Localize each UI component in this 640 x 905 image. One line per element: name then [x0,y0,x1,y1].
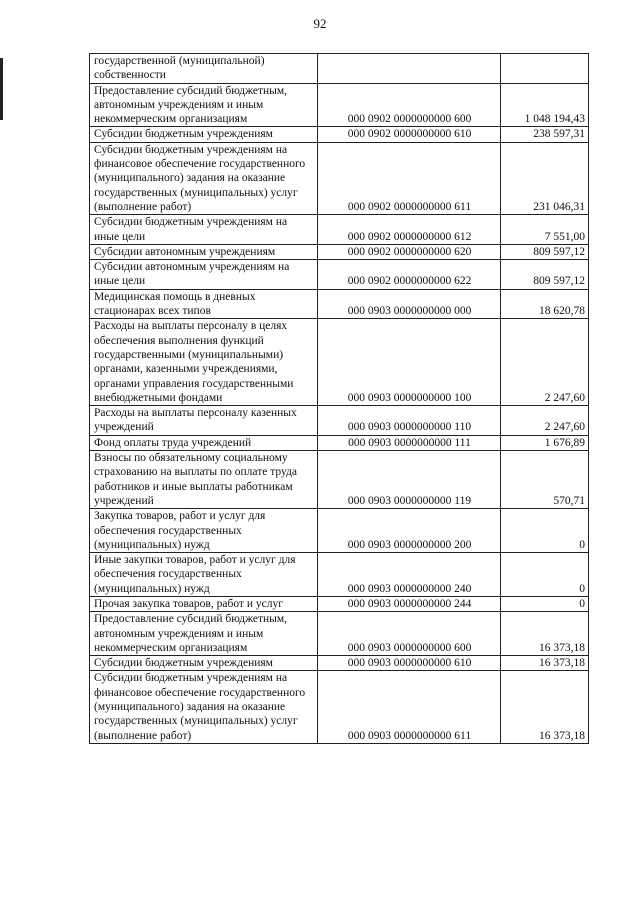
scan-edge-mark [0,58,3,120]
expense-name: Предоставление субсидий бюджетным, автономным учреждениям и иным некоммерческим организациям [90,612,318,656]
budget-code: 000 0903 0000000000 100 [318,319,501,406]
budget-code: 000 0903 0000000000 610 [318,656,501,671]
expense-name: Субсидии автономным учреждениям [90,244,318,259]
expense-name: Субсидии бюджетным учреждениям [90,656,318,671]
expense-name: Медицинская помощь в дневных стационарах всех типов [90,289,318,319]
expense-name: Прочая закупка товаров, работ и услуг [90,596,318,611]
budget-code: 000 0902 0000000000 600 [318,83,501,127]
amount: 1 048 194,43 [501,83,589,127]
amount: 1 676,89 [501,435,589,450]
expense-name: государственной (муниципальной) собственности [90,54,318,84]
amount: 18 620,78 [501,289,589,319]
amount: 2 247,60 [501,406,589,436]
table-row [90,83,589,127]
amount: 238 597,31 [501,127,589,142]
budget-code: 000 0903 0000000000 600 [318,612,501,656]
budget-code: 000 0903 0000000000 200 [318,509,501,553]
table-row [90,406,589,436]
expense-name: Закупка товаров, работ и услуг для обеспечения государственных (муниципальных) нужд [90,509,318,553]
table-row [90,54,589,84]
expense-name: Предоставление субсидий бюджетным, автономным учреждениям и иным некоммерческим организациям [90,83,318,127]
expense-name: Субсидии бюджетным учреждениям [90,127,318,142]
table-row [90,244,589,259]
table-row [90,509,589,553]
budget-expenditure-table [89,53,589,744]
amount: 231 046,31 [501,142,589,214]
expense-name: Расходы на выплаты персоналу в целях обеспечения выполнения функций государственными (муниципальными) органами, казенными учреждениями, органами управления государственными внебюджетными фондами [90,319,318,406]
budget-code: 000 0902 0000000000 611 [318,142,501,214]
amount: 809 597,12 [501,260,589,290]
amount: 2 247,60 [501,319,589,406]
amount: 0 [501,596,589,611]
budget-code: 000 0903 0000000000 240 [318,553,501,597]
budget-code: 000 0902 0000000000 622 [318,260,501,290]
budget-code: 000 0903 0000000000 244 [318,596,501,611]
amount: 7 551,00 [501,215,589,245]
page-number: 92 [313,16,327,31]
budget-code: 000 0903 0000000000 110 [318,406,501,436]
amount: 16 373,18 [501,671,589,743]
expense-name: Субсидии автономным учреждениям на иные цели [90,260,318,290]
expense-name: Субсидии бюджетным учреждениям на иные цели [90,215,318,245]
table-row [90,260,589,290]
expense-name: Иные закупки товаров, работ и услуг для обеспечения государственных (муниципальных) нужд [90,553,318,597]
budget-code [318,54,501,84]
budget-code: 000 0903 0000000000 000 [318,289,501,319]
expense-name: Взносы по обязательному социальному страхованию на выплаты по оплате труда работников и иные выплаты работникам учреждений [90,451,318,509]
table-row [90,656,589,671]
table-row [90,289,589,319]
table-row [90,612,589,656]
expense-name: Субсидии бюджетным учреждениям на финансовое обеспечение государственного (муниципального) задания на оказание государственных (муниципальных) услуг (выполнение работ) [90,142,318,214]
table-row [90,215,589,245]
amount: 0 [501,553,589,597]
amount: 16 373,18 [501,612,589,656]
expense-name: Фонд оплаты труда учреждений [90,435,318,450]
amount: 16 373,18 [501,656,589,671]
budget-code: 000 0902 0000000000 620 [318,244,501,259]
table-row [90,451,589,509]
table-row [90,127,589,142]
table-row [90,596,589,611]
table-row [90,435,589,450]
budget-code: 000 0903 0000000000 611 [318,671,501,743]
amount: 809 597,12 [501,244,589,259]
expense-name: Расходы на выплаты персоналу казенных учреждений [90,406,318,436]
table-row [90,319,589,406]
amount: 570,71 [501,451,589,509]
expense-name: Субсидии бюджетным учреждениям на финансовое обеспечение государственного (муниципального) задания на оказание государственных (муниципальных) услуг (выполнение работ) [90,671,318,743]
budget-code: 000 0903 0000000000 111 [318,435,501,450]
amount: 0 [501,509,589,553]
table-row [90,671,589,743]
budget-code: 000 0902 0000000000 612 [318,215,501,245]
budget-code: 000 0903 0000000000 119 [318,451,501,509]
table-row [90,142,589,214]
budget-code: 000 0902 0000000000 610 [318,127,501,142]
amount [501,54,589,84]
table-row [90,553,589,597]
